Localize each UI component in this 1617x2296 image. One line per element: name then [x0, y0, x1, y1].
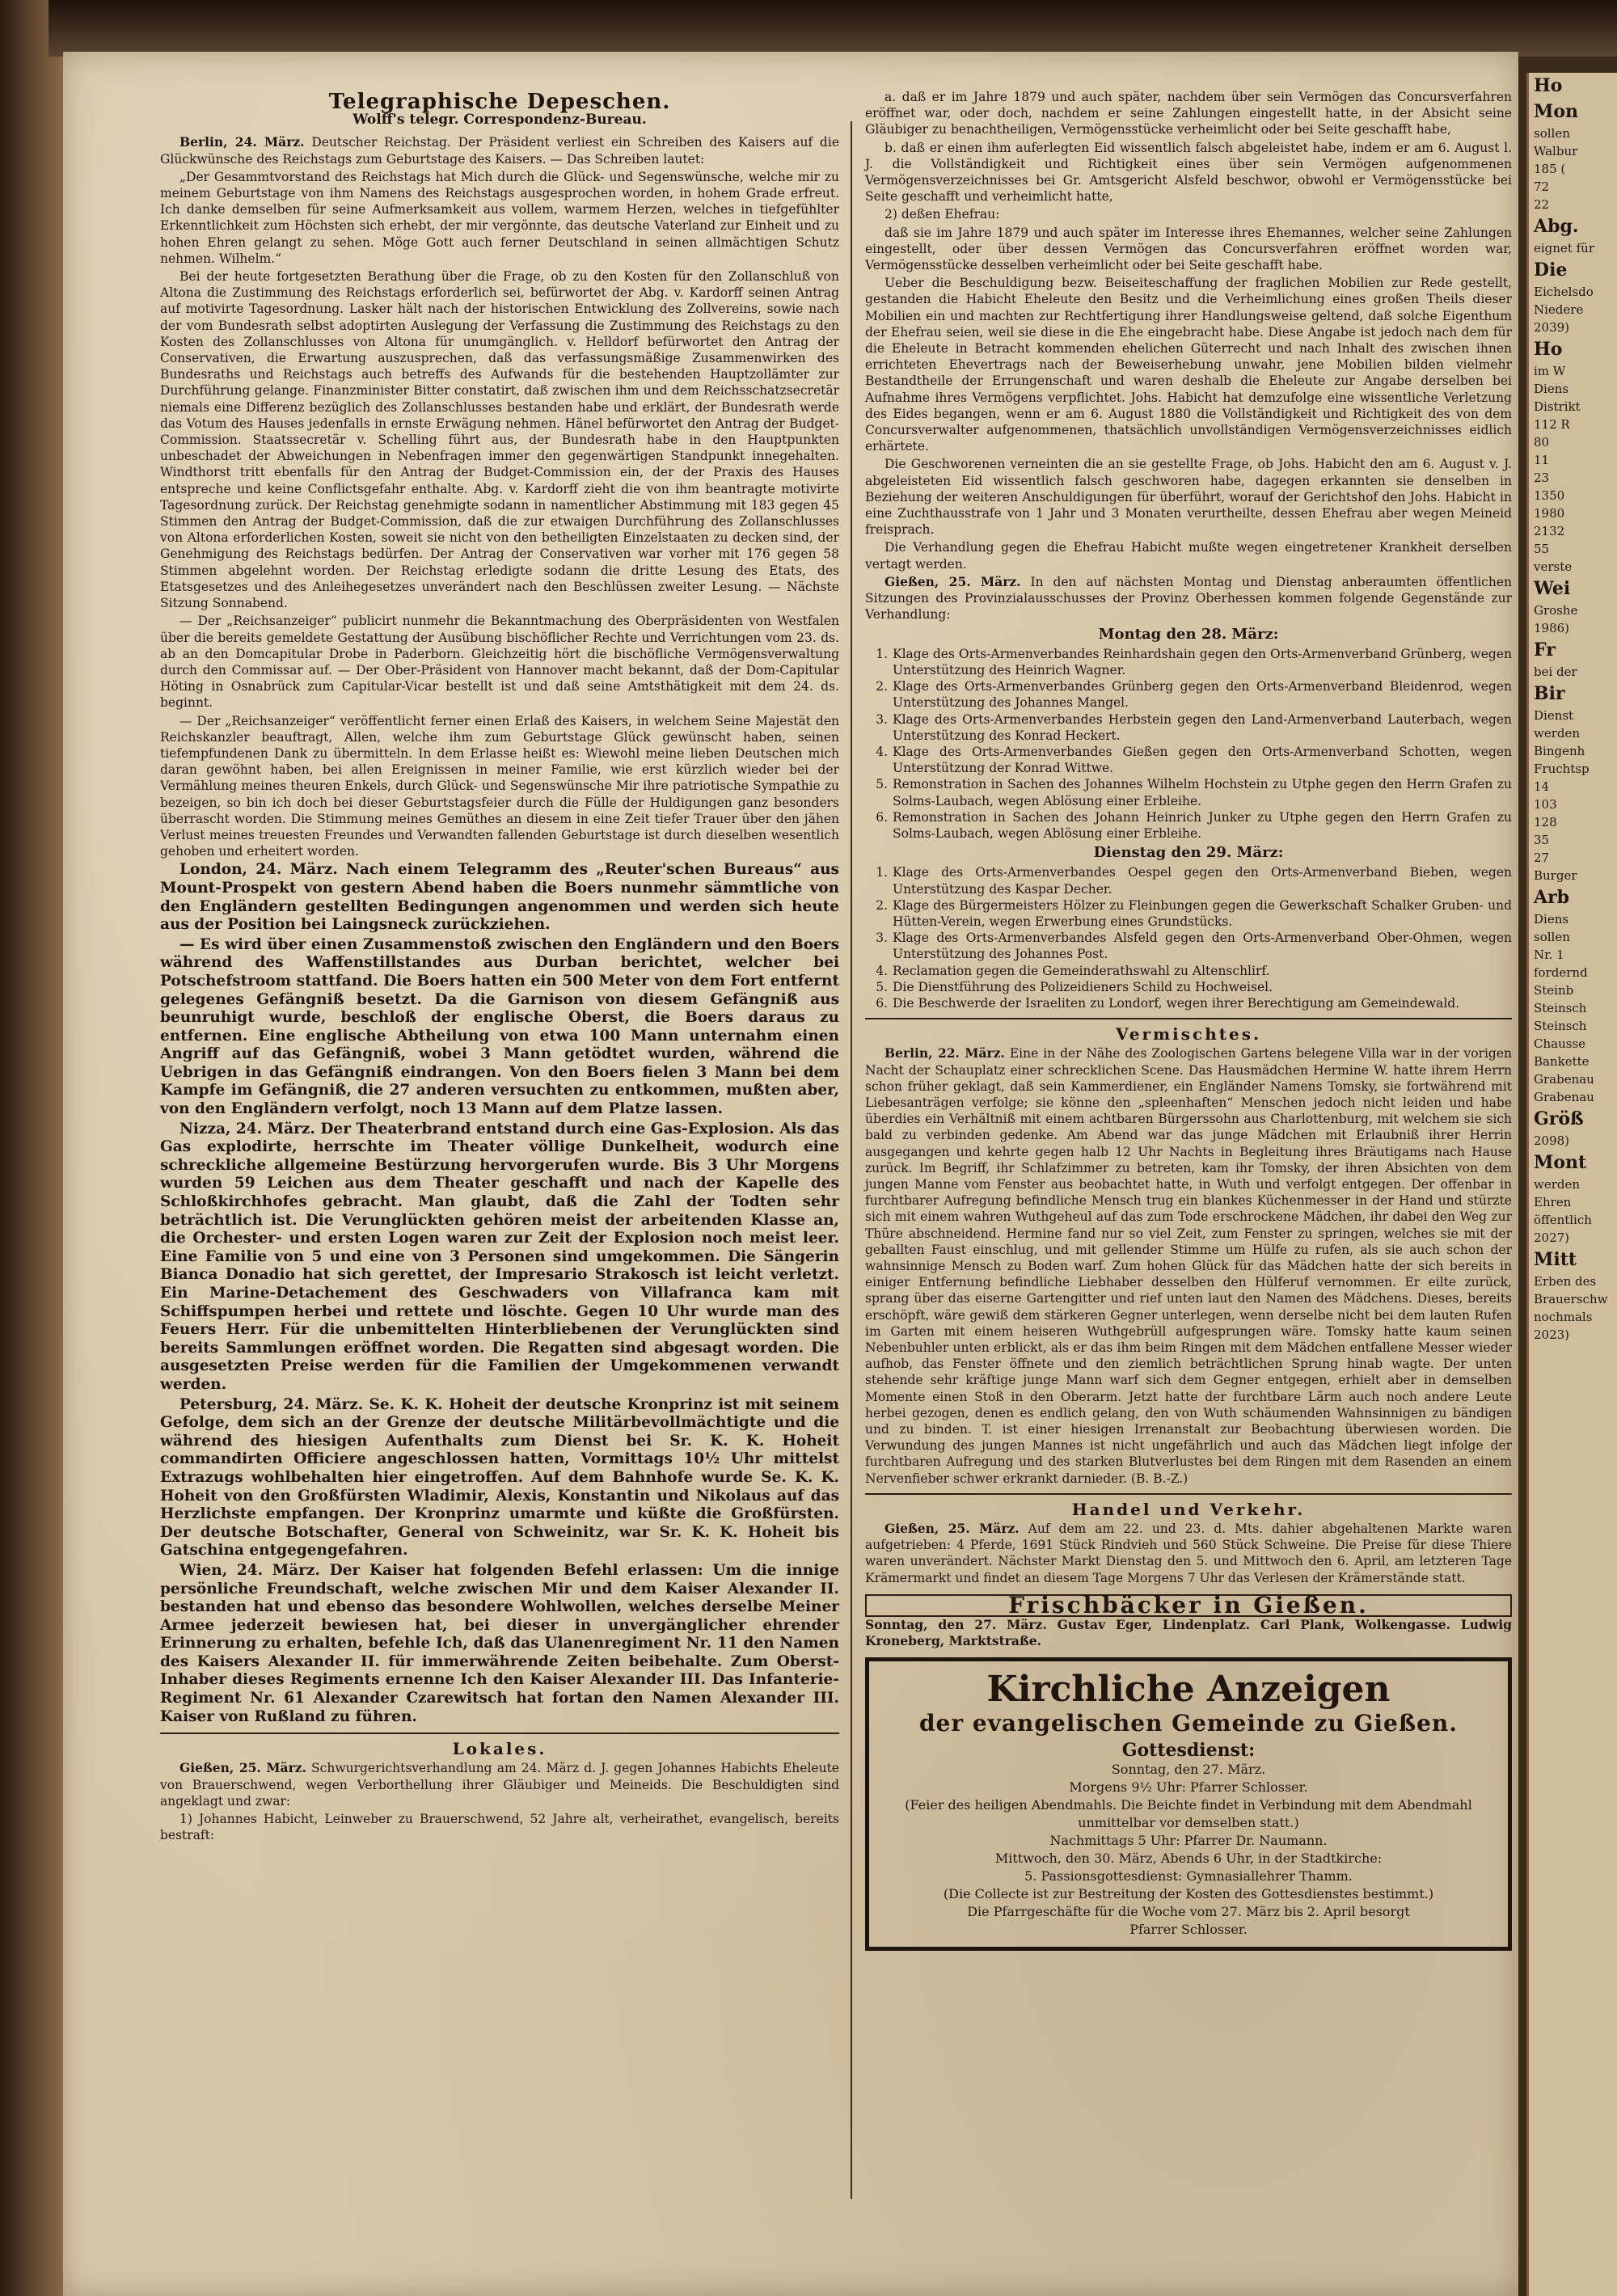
agenda-day-monday: Montag den 28. März:	[1098, 625, 1279, 643]
source-signature: (B. B.-Z.)	[1130, 1471, 1188, 1486]
section-title-lokales: Lokales.	[452, 1739, 547, 1759]
dateline: Gießen, 25. März.	[884, 573, 1021, 589]
agenda-item	[865, 809, 1512, 842]
article-paragraph: 1) Johannes Habicht, Leinweber zu Brauerschwend, 52 Jahre alt, verheirathet, evangelisch, bereits bestraft:	[160, 1812, 839, 1843]
article-paragraph: Die Geschworenen verneinten die an sie gestellte Frage, ob Johs. Habicht den am 6. August v. J. abgeleisteten Eid wissentlich falsch geschworen habe, dagegen erkannten sie denselben in Beziehung der weiteren Anschuldigungen für überführt, worauf der Gerichtshof den Johs. Habicht in eine Zuchthausstrafe von 1 Jahr und 3 Monaten verurtheilte, dessen Ehefrau aber wegen Meineid freisprach.	[865, 457, 1512, 538]
agenda-item-number: 5.	[876, 979, 888, 994]
adjacent-page-fragment: 112 R	[1534, 417, 1570, 432]
agenda-item-number: 6.	[876, 995, 888, 1011]
agenda-item-text: Klage des Orts-Armenverbandes Herbstein gegen den Land-Armenverband Lauterbach, wegen Unterstützung des Konrad Heckert.	[893, 711, 1512, 743]
agenda-item-number: 5.	[876, 777, 888, 792]
adjacent-page-fragment: 14	[1534, 779, 1550, 794]
agenda-item	[865, 979, 1512, 995]
adjacent-page-fragment: fordernd	[1534, 965, 1588, 980]
divider	[160, 1733, 839, 1734]
adjacent-page-fragment: Abg.	[1534, 216, 1579, 237]
agenda-item-number: 4.	[876, 744, 888, 759]
adjacent-page-fragment: Niedere	[1534, 302, 1584, 317]
agenda-item-text: Klage des Bürgermeisters Hölzer zu Fleinbungen gegen die Gewerkschaft Schalker Gruben- und Hütten-Verein, wegen Erwerbung eines Grundstücks.	[893, 897, 1512, 929]
adjacent-page-fragment: 1350	[1534, 488, 1565, 503]
agenda-item-number: 2.	[876, 897, 888, 913]
adjacent-page-fragment: werden	[1534, 1177, 1581, 1192]
adjacent-page-fragment: 23	[1534, 471, 1550, 485]
adjacent-page-strip	[1526, 73, 1617, 2296]
ad-frischbaecker-text: Sonntag, den 27. März. Gustav Eger, Lindenplatz. Carl Plank, Wolkengasse. Ludwig Kroneberg, Marktstraße.	[865, 1617, 1512, 1649]
right-column	[865, 89, 1512, 1951]
article-provinzialausschuss: Gießen, 25. März. In den auf nächsten Montag und Dienstag anberaumten öffentlichen Sitzungen des Provinzialausschusses der Provinz Oberhessen kommen folgende Gegenstände zur Verhandlung:	[865, 573, 1512, 623]
article-giessen: Gießen, 25. März. Schwurgerichtsverhandlung am 24. März d. J. gegen Johannes Habichts Eheleute von Brauerschwend, wegen Verborthellung ihrer Gläubiger und Meineids. Die Beschuldigten sind angeklagt und zwar:	[160, 1760, 839, 1809]
adjacent-page-fragment: Diens	[1534, 382, 1569, 396]
adjacent-page-fragment: Erben des	[1534, 1274, 1597, 1289]
agenda-item-number: 2.	[876, 679, 888, 694]
agenda-item-text: Die Beschwerde der Israeliten zu Londorf, wegen ihrer Berechtigung am Gemeindewald.	[893, 995, 1460, 1011]
dateline: Berlin, 24. März.	[179, 134, 305, 150]
adjacent-page-fragment: Chausse	[1534, 1036, 1586, 1051]
church-notice-line: Sonntag, den 27. März.	[1111, 1761, 1266, 1777]
column-rule	[851, 121, 852, 2199]
adjacent-page-fragment: Mont	[1534, 1152, 1587, 1173]
adjacent-page-fragment: verste	[1534, 559, 1573, 574]
divider	[865, 1018, 1512, 1019]
article-paragraph: daß sie im Jahre 1879 und auch später im Interesse ihres Ehemannes, welcher seine Zahlungen eingestellt, oder über dessen Vermögen das Concursverfahren eröffnet worden war, Vermögensstücke desselben verheimlicht oder bei Seite geschafft habe.	[865, 225, 1512, 273]
agenda-item	[865, 744, 1512, 776]
adjacent-page-fragment: 27	[1534, 850, 1550, 865]
dateline: Nizza, 24. März.	[179, 1120, 315, 1137]
adjacent-page-fragment: Nr. 1	[1534, 948, 1564, 962]
section-title-handel: Handel und Verkehr.	[1071, 1499, 1306, 1519]
agenda-item	[865, 963, 1512, 979]
section-title-telegraphische: Telegraphische Depeschen.	[328, 90, 671, 114]
agenda-item	[865, 995, 1512, 1011]
article-wien: Wien, 24. März. Der Kaiser hat folgenden Befehl erlassen: Um die innige persönliche Freundschaft, welche zwischen Mir und dem Kaiser Alexander II. bestanden hat und ebenso das besondere Wohlwollen, welches derselbe Meiner Armee jederzeit bewiesen hat, bei dieser in unvergänglicher ehrender Erinnerung zu erhalten, befehle Ich, daß das Ulanenregiment Nr. 11 den Namen des Kaisers Alexander II. für immerwährende Zeiten beibehalte. Zum Oberst-Inhaber dieses Regiments ernenne Ich den Kaiser Alexander III. Das Infanterie-Regiment Nr. 61 Alexander Czarewitsch hat fortan den Namen Alexander III. Kaiser von Rußland zu führen.	[160, 1561, 839, 1725]
agenda-item-text: Remonstration in Sachen des Johann Heinrich Junker zu Utphe gegen den Herrn Grafen zu Solms-Laubach, wegen Ablösung einer Erbleihe.	[893, 809, 1512, 841]
adjacent-page-fragment: eignet für	[1534, 241, 1594, 255]
article-nizza: Nizza, 24. März. Der Theaterbrand entstand durch eine Gas-Explosion. Als das Gas explodirte, herrschte im Theater völlige Dunkelheit, wodurch eine schreckliche allgemeine Bestürzung hervorgerufen wurde. Bis 3 Uhr Morgens wurden 59 Leichen aus dem Theater geschafft und nach der Kapelle des Schloßkirchhofes gebracht. Man glaubt, daß die Zahl der Todten sehr beträchtlich ist. Die Verunglückten gehören meist der arbeitenden Klasse an, die Orchester- und ersten Logen waren zur Zeit der Explosion noch meist leer. Eine Familie von 5 und eine von 3 Personen sind umgekommen. Die Sängerin Bianca Donadio hat sich gerettet, der Impresario Strakosch ist leicht verletzt. Ein Marine-Detachement des Geschwaders von Villafranca kam mit Schiffspumpen herbei und rettete und löschte. Gegen 10 Uhr wurde man des Feuers Herr. Für die unbemittelten Hinterbliebenen der Verunglückten sind bereits Sammlungen eröffnet worden. Die Regatten sind abgesagt worden. Die ausgesetzten Preise werden für die Familien der Umgekommenen verwandt werden.	[160, 1120, 839, 1393]
article-petersburg: Petersburg, 24. März. Se. K. K. Hoheit der deutsche Kronprinz ist mit seinem Gefolge, dem sich an der Grenze der deutsche Militärbevollmächtigte und die während des hiesigen Aufenthalts zum Dienst bei Sr. K. K. Hoheit commandirten Officiere angeschlossen hatten, Vormittags 10½ Uhr mittelst Extrazugs wohlbehalten hier eingetroffen. Auf dem Bahnhofe wurde Se. K. K. Hoheit von den Großfürsten Wladimir, Alexis, Konstantin und Nikolaus auf das Herzlichste empfangen. Der Kronprinz umarmte und küßte die Großfürsten. Der deutsche Botschafter, General von Schweinitz, war Sr. K. K. Hoheit bis Gatschina entgegengefahren.	[160, 1395, 840, 1560]
agenda-item-text: Klage des Orts-Armenverbandes Grünberg gegen den Orts-Armenverband Bleidenrod, wegen Unterstützung des Johannes Mangel.	[893, 679, 1512, 711]
agenda-item-text: Reclamation gegen die Gemeinderathswahl zu Altenschlirf.	[893, 963, 1270, 978]
adjacent-page-fragment: Fr	[1534, 639, 1556, 661]
agenda-item-text: Klage des Orts-Armenverbandes Gießen gegen den Orts-Armenverband Schotten, wegen Unterstützung der Konrad Wittwe.	[893, 744, 1512, 776]
adjacent-page-fragment: Eichelsdo	[1534, 285, 1594, 299]
article-berlin: Berlin, 24. März. Deutscher Reichstag. Der Präsident verliest ein Schreiben des Kaisers auf die Glückwünsche des Reichstags zum Geburtstage des Kaisers. — Das Schreiben lautet:	[160, 134, 839, 167]
adjacent-page-fragment: sollen	[1534, 930, 1570, 944]
adjacent-page-fragment: Bingenh	[1534, 744, 1585, 758]
dateline: Berlin, 22. März.	[884, 1045, 1005, 1061]
adjacent-page-fragment: Größ	[1534, 1108, 1584, 1129]
dateline: London, 24. März.	[179, 861, 338, 879]
agenda-item	[865, 930, 1512, 962]
article-paragraph: Bei der heute fortgesetzten Berathung über die Frage, ob zu den Kosten für den Zollanschluß von Altona die Zustimmung des Reichstags erforderlich sei, befürwortet der Abg. v. Kardorff seinen Antrag auf motivirte Tagesordnung. Lasker hält nach der historischen Entwicklung des Zollvereins, sowie nach der vom Bundesrath selbst adoptirten Auslegung der Verfassung die Zustimmung des Reichstags zu den Kosten des Zollanschlusses von Altona für unumgänglich. v. Helldorf befürwortet den Antrag der Conservativen, die Erwartung auszusprechen, daß das verfassungsmäßige Zusammenwirken des Bundesraths und Reichstags auch betreffs des Aufwands für die bestehenden Hauptzollämter zur Durchführung gelange. Finanzminister Bitter constatirt, daß zwischen ihm und dem Reichsschatzsecretär niemals eine Differenz bezüglich des Zollanschlusses bestanden habe und erklärt, der Bundesrath werde das Votum des Hauses jedenfalls in ernste Erwägung nehmen. Hänel befürwortet den Antrag der Budget-Commission. Staatssecretär v. Schelling führt aus, der Bundesrath habe in den Hauptpunkten unbeschadet der Abweichungen in Nebenfragen immer den gegenwärtigen Standpunkt innegehalten. Windthorst tritt ebenfalls für den Antrag der Budget-Commission ein, der der Praxis des Hauses entspreche und keine Conflictsgefahr enthalte. Abg. v. Kardorff zieht die von ihm beantragte motivirte Tagesordnung zurück. Der Reichstag genehmigte sodann in namentlicher Abstimmung mit 183 gegen 45 Stimmen den Antrag der Budget-Commission, daß die zur etwaigen Durchführung des Zollanschlusses von Altona erforderlichen Kosten, soweit sie nicht von den betheiligten Einzelstaaten zu decken sind, der Genehmigung des Reichstags bedürfen. Der Antrag der Conservativen war vorher mit 176 gegen 58 Stimmen abgelehnt worden. Der Reichstag erledigte sodann die dritte Lesung des Etats, des Etatsgesetzes und des Anleihegesetzes unverändert nach den Beschlüssen zweiter Lesung. — Nächste Sitzung Sonnabend.	[160, 269, 839, 611]
adjacent-page-fragment: Fruchtsp	[1534, 762, 1590, 776]
article-paragraph: b. daß er einen ihm auferlegten Eid wissentlich falsch abgeleistet habe, indem er am 6. August l. J. die Vollständigkeit und Richtigkeit eines über sein Vermögen aufgenommenen Vermögensverzeichnisses bei Gr. Amtsgericht Alsfeld beschwor, obwohl er Vermögensstücke bei Seite geschafft und verheimlicht hatte,	[865, 140, 1512, 205]
adjacent-page-fragment: Diens	[1534, 912, 1569, 926]
section-title-vermischtes: Vermischtes.	[1116, 1024, 1261, 1045]
adjacent-page-fragment: Steinsch	[1534, 1001, 1587, 1015]
adjacent-page-fragment: Burger	[1534, 868, 1577, 883]
agenda-item-number: 3.	[876, 931, 888, 946]
agenda-item-text: Klage des Orts-Armenverbandes Alsfeld gegen den Orts-Armenverband Ober-Ohmen, wegen Unterstützung des Johannes Post.	[893, 931, 1512, 962]
agenda-item-number: 6.	[876, 809, 888, 825]
adjacent-page-fragment: 55	[1534, 542, 1550, 556]
agenda-item	[865, 897, 1512, 930]
adjacent-page-fragment: sollen	[1534, 126, 1570, 141]
adjacent-page-fragment: Bankette	[1534, 1054, 1590, 1069]
adjacent-page-fragment: 1980	[1534, 506, 1565, 521]
adjacent-page-fragment: Walbur	[1534, 144, 1578, 158]
agenda-item	[865, 864, 1512, 897]
agenda-item-number: 3.	[876, 711, 888, 727]
article-paragraph: 2) deßen Ehefrau:	[884, 207, 1000, 222]
left-column	[160, 89, 839, 1845]
adjacent-page-fragment: Brauerschw	[1534, 1292, 1608, 1306]
article-paragraph: — Es wird über einen Zusammenstoß zwischen den Engländern und den Boers während des Waffenstillstandes aus Durban berichtet, welcher bei Potschefstroom stattfand. Die Boers hatten ein 500 Meter von dem Fort entfernt gelegenes Gefängniß besetzt. Da die Garnison von diesem Gefängniß aus beunruhigt wurde, beschloß der englische Oberst, die Boers daraus zu entfernen. Eine englische Abtheilung von etwa 100 Mann unternahm einen Angriff auf das Gefängniß, wobei 3 Mann getödtet wurden, während die Uebrigen in das Gefängniß eindrangen. Von den Boers fielen 3 Mann bei dem Kampfe im Gefängniß, die 27 anderen versuchten zu entkommen, mußten aber, von den Engländern verfolgt, noch 13 Mann auf dem Platze lassen.	[160, 935, 839, 1118]
book-spine	[0, 0, 65, 2296]
adjacent-page-fragment: Wei	[1534, 578, 1571, 599]
adjacent-page-fragment: 103	[1534, 797, 1557, 812]
divider	[865, 1493, 1512, 1495]
agenda-list-monday	[865, 646, 1512, 842]
church-notice-line: Die Pfarrgeschäfte für die Woche vom 27. März bis 2. April besorgt	[967, 1903, 1410, 1919]
article-paragraph: „Der Gesammtvorstand des Reichstags hat Mich durch die Glück- und Segenswünsche, welche mir zu meinem Geburtstage von ihm Namens des Reichstags ausgesprochen worden, in hohem Grade erfreut. Ich danke demselben für seine Aufmerksamkeit aus vollem, warmem Herzen, welches in tiefgefühlter Erkenntlichkeit zum Höchsten sich erhebt, der mir vergönnte, das deutsche Vaterland zur Einheit und zu hohen Ehren gelangt zu sehen. Möge Gott auch ferner Deutschland in seinen allmächtigen Schutz nehmen. Wilhelm.“	[160, 169, 839, 266]
adjacent-page-fragment: Steinb	[1534, 983, 1574, 998]
article-paragraph: Ueber die Beschuldigung bezw. Beiseiteschaffung der fraglichen Mobilien zur Rede gestellt, gestanden die Habicht Eheleute den Besitz und die Verheimlichung eines großen Theils dieser Mobilien ein und machten zur Rechtfertigung ihrer Handlungsweise geltend, daß solche Eigenthum der Ehefrau seien, weil sie diese in die Ehe eingebracht habe. Diese Angabe ist jedoch nach dem für die Eheleute in Betracht kommenden ehelichen Güterrecht und nach Inhalt des zwischen ihnen errichteten Ehevertrags nach der Beweiserhebung unwahr, jene Mobilien bilden vielmehr Bestandtheile der Errungenschaft und waren deshalb die Eheleute zur Angabe derselben bei Aufnahme ihres Vermögens verpflichtet. Johs. Habicht hat demzufolge eine wissentliche Verletzung des Eides begangen, wenn er am 6. August 1880 die Vollständigkeit und Richtigkeit des von dem Concursverwalter aufgenommenen, thatsächlich unvollständigen Vermögensverzeichnisses eidlich erhärtete.	[865, 276, 1512, 454]
church-notice-line: Pfarrer Schlosser.	[1129, 1921, 1248, 1937]
agenda-item-text: Remonstration in Sachen des Johannes Wilhelm Hochstein zu Utphe gegen den Herrn Grafen zu Solms-Laubach, wegen Ablösung einer Erbleihe.	[893, 777, 1512, 808]
church-notice-title: Kirchliche Anzeigen	[986, 1669, 1391, 1711]
agenda-list-tuesday	[865, 864, 1512, 1011]
adjacent-page-fragment: Groshe	[1534, 603, 1578, 618]
adjacent-page-fragment: bei der	[1534, 665, 1577, 679]
adjacent-page-fragment: Grabenau	[1534, 1090, 1594, 1104]
adjacent-page-fragment: Die	[1534, 260, 1568, 281]
dateline: Petersburg, 24. März.	[179, 1395, 364, 1413]
agenda-item-number: 1.	[876, 865, 888, 880]
article-handel: Gießen, 25. März. Auf dem am 22. und 23. d. Mts. dahier abgehaltenen Markte waren aufgetrieben: 4 Pferde, 1691 Stück Rindvieh und 560 Stück Schweine. Die Preise für diese Thiere waren unverändert. Nächster Markt Dienstag den 5. und Mittwoch den 6. April, am letzteren Tage Krämermarkt und findet an diesem Tage Morgens 7 Uhr das Verlesen der Krämerstände statt.	[865, 1521, 1512, 1585]
church-notice-heading: Gottesdienst:	[1121, 1740, 1256, 1762]
adjacent-page-fragment: im W	[1534, 364, 1566, 378]
church-notice-line: Nachmittags 5 Uhr: Pfarrer Dr. Naumann.	[1049, 1832, 1328, 1848]
adjacent-page-fragment: werden	[1534, 726, 1581, 741]
agenda-item	[865, 678, 1512, 711]
adjacent-page-fragment: 72	[1534, 179, 1550, 194]
agenda-day-tuesday: Dienstag den 29. März:	[1093, 844, 1284, 862]
adjacent-page-fragment: 2027)	[1534, 1230, 1570, 1245]
church-notice-line: 5. Passionsgottesdienst: Gymnasiallehrer Thamm.	[1024, 1868, 1353, 1884]
book-top-edge	[49, 0, 1617, 57]
adjacent-page-fragment: Dienst	[1534, 708, 1574, 723]
adjacent-page-fragment: 22	[1534, 197, 1550, 212]
adjacent-page-fragment: 128	[1534, 815, 1557, 829]
adjacent-page-fragment: 2039)	[1534, 320, 1570, 335]
adjacent-page-fragment: 35	[1534, 833, 1550, 847]
agenda-item-text: Die Dienstführung des Polizeidieners Schild zu Hochweisel.	[893, 979, 1273, 994]
dateline: Wien, 24. März.	[179, 1561, 320, 1579]
article-paragraph: Die Verhandlung gegen die Ehefrau Habicht mußte wegen eingetretener Krankheit derselben vertagt werden.	[865, 540, 1512, 572]
section-subtitle-wolff: Wolff's telegr. Correspondenz-Bureau.	[353, 112, 647, 129]
adjacent-page-fragment: 2023)	[1534, 1327, 1570, 1342]
agenda-item	[865, 646, 1512, 678]
ad-title-frischbaecker: Frischbäcker in Gießen.	[865, 1594, 1512, 1617]
agenda-item-text: Klage des Orts-Armenverbandes Oespel gegen den Orts-Armenverband Bieben, wegen Unterstützung des Kaspar Decher.	[893, 865, 1512, 897]
article-vermischtes: Berlin, 22. März. Eine in der Nähe des Zoologischen Gartens belegene Villa war in der vorigen Nacht der Schauplatz einer schrecklichen Scene. Das Hausmädchen Hermine W. hatte ihrem Herrn schon früher geklagt, daß sein Kammerdiener, ein Engländer Namens Tomsky, sie fortwährend mit Liebesanträgen verfolge; sie könne den „spleenhaften“ Menschen jedoch nicht leiden und habe überdies ein Verhältniß mit einem achtbaren Bürgerssohn aus Charlottenburg, mit welchem sie sich bald zu verbinden gedenke. Am Abend war das junge Mädchen mit Erlaubniß ihrer Herrin ausgegangen und kehrte gegen halb 12 Uhr Nachts in Begleitung ihres Bräutigams nach Hause zurück. Im Begriff, ihr Schlafzimmer zu betreten, kam ihr Tomsky, der ihren Absichten von dem jungen Manne vom Fenster aus beobachtet hatte, in Wuth und verfolgt entgegen. Der offenbar in furchtbarer Aufregung befindliche Mensch trug ein blankes Küchenmesser in der Hand und stürzte sich mit einem wahren Wuthgeheul auf das zum Tode erschrockene Mädchen, ihr dabei den Weg zur Thüre abschneidend. Hermine fand nur so viel Zeit, zum Fenster zu springen, welches sie mit der geballten Faust einschlug, und mit gellender Stimme um Hülfe zu rufen, als sie auch schon der wahnsinnige Mensch zu Boden warf. Zum hohen Glück für das Mädchen hatte der sich bereits in einiger Entfernung befindliche Liebhaber desselben den Hülferuf vernommen. Er eilte zurück, sprang über das eiserne Gartengitter und rief unten laut den Namen des Mädchens. Dieses, bereits erschöpft, wäre gewiß dem stärkeren Gegner unterlegen, wenn derselbe nicht bei dem lauten Rufen im Garten mit einem heiseren Wuthgebrüll aufgesprungen wäre. Tomsky hatte kaum seinen Nebenbuhler unten erblickt, als er das ihm beim Ringen mit dem Mädchen entfallene Messer wieder aufhob, das Fenster öffnete und den ziemlich beträchtlichen Sprung hinab wagte. Der unten stehende sehr kräftige junge Mann warf sich dem Gegner entgegen, erhielt aber in demselben Momente einen Stoß in den Oberarm. Jetzt hatte der furchtbare Lärm auch noch andere Leute herbei gezogen, denen es endlich gelang, den von Wuth schäumenden Wahnsinnigen zu bändigen und zu binden. T. ist einer hiesigen Irrenanstalt zur Beobachtung überwiesen worden. Die Verwundung des jungen Mannes ist nicht ungefährlich und auch das Mädchen liegt infolge der furchtbaren Aufregung und des starken Blutverlustes bei dem Ringen mit dem Rasenden an einem Nervenfieber schwer erkrankt darnieder. (B. B.-Z.)	[865, 1045, 1512, 1486]
adjacent-page-fragment: 2098)	[1534, 1133, 1570, 1148]
adjacent-page-fragment: Steinsch	[1534, 1019, 1587, 1033]
adjacent-page-fragment: öffentlich	[1534, 1213, 1592, 1227]
agenda-item-text: Klage des Orts-Armenverbandes Reinhardshain gegen den Orts-Armenverband Grünberg, wegen Unterstützung des Heinrich Wagner.	[893, 646, 1512, 677]
adjacent-page-fragment: Mitt	[1534, 1249, 1577, 1270]
adjacent-page-fragment: Ho	[1534, 75, 1563, 96]
agenda-item	[865, 711, 1512, 744]
adjacent-page-fragment: Arb	[1534, 887, 1570, 908]
article-paragraph: — Der „Reichsanzeiger“ veröffentlicht ferner einen Erlaß des Kaisers, in welchem Seine Majestät den Reichskanzler beauftragt, Allen, welche ihm zum Geburtstage Glück gewünscht haben, seinen tiefempfundenen Dank zu übermitteln. In dem Erlasse heißt es: Wiewohl meine lieben Deutschen mich daran gewöhnt haben, bei allen Ereignissen in meiner Familie, wie erst kürzlich wieder bei der Vermählung meines theuren Enkels, durch Glück- und Segenswünsche Mir ihre patriotische Sympathie zu bezeigen, so bin ich doch bei dieser Geburtstagsfeier durch die Fülle der Huldigungen ganz besonders überrascht worden. Die Stimmung meines Gemüthes an diesem in eine Zeit tiefer Trauer über den jähen Verlust meines treuesten Freundes und Verwandten fallenden Geburtstage ist durch dieselben wesentlich gehoben und erheitert worden.	[160, 713, 839, 859]
adjacent-page-fragment: Ehren	[1534, 1195, 1572, 1209]
church-notice-line: (Die Collecte ist zur Bestreitung der Kosten des Gottesdienstes bestimmt.)	[943, 1885, 1434, 1901]
agenda-item-number: 4.	[876, 963, 888, 978]
article-paragraph: a. daß er im Jahre 1879 und auch später, nachdem über sein Vermögen das Concursverfahren eröffnet war, oder doch, nachdem er seine Zahlungen eingestellt hatte, in der Absicht seine Gläubiger zu benachtheiligen, Vermögensstücke verheimlicht oder bei Seite geschafft habe,	[865, 90, 1512, 137]
article-paragraph: — Der „Reichsanzeiger“ publicirt nunmehr die Bekanntmachung des Oberpräsidenten von Westfalen über die bereits gemeldete Gestattung der Ausübung bischöflicher Rechte und Verrichtungen vom 23. ds. ab an den Domcapitular Drobe in Paderborn. Gleichzeitig hört die bischöfliche Vermögensverwaltung durch den Commissar auf. — Der Ober-Präsident von Hannover macht bekannt, daß der Dom-Capitular Höting in Osnabrück zum Capitular-Vicar bestellt ist und daß seine Amtsthätigkeit mit dem 24. ds. beginnt.	[160, 614, 839, 711]
adjacent-page-fragment: 185 (	[1534, 162, 1566, 176]
church-notice-box	[865, 1657, 1512, 1950]
dateline: Gießen, 25. März.	[179, 1760, 306, 1776]
adjacent-page-fragment: 1986)	[1534, 621, 1570, 635]
adjacent-page-fragment: Bir	[1534, 683, 1565, 704]
adjacent-page-fragment: nochmals	[1534, 1310, 1593, 1324]
agenda-item	[865, 776, 1512, 808]
adjacent-page-fragment: Grabenau	[1534, 1072, 1594, 1087]
article-london: London, 24. März. Nach einem Telegramm des „Reuter'schen Bureaus“ aus Mount-Prospekt von gestern Abend haben die Boers nunmehr sämmtliche von den Engländern gestellten Bedingungen angenommen und werden sich heute aus der Position bei Laingsneck zurückziehen.	[160, 861, 839, 934]
dateline: Gießen, 25. März.	[884, 1521, 1020, 1537]
adjacent-page-fragment: 80	[1534, 435, 1550, 449]
adjacent-page-fragment: Mon	[1534, 101, 1579, 122]
church-notice-line: (Feier des heiligen Abendmahls. Die Beichte findet in Verbindung mit dem Abendmahl unmittelbar vor demselben statt.)	[905, 1796, 1472, 1830]
adjacent-page-fragment: Distrikt	[1534, 399, 1581, 414]
church-notice-subtitle: der evangelischen Gemeinde zu Gießen.	[918, 1710, 1459, 1737]
church-notice-lines	[880, 1761, 1497, 1939]
church-notice-line: Morgens 9½ Uhr: Pfarrer Schlosser.	[1069, 1779, 1308, 1795]
adjacent-page-fragment: 2132	[1534, 524, 1565, 538]
adjacent-page-fragment: 11	[1534, 453, 1550, 467]
adjacent-page-fragment: Ho	[1534, 339, 1563, 360]
agenda-item-number: 1.	[876, 646, 888, 661]
church-notice-line: Mittwoch, den 30. März, Abends 6 Uhr, in der Stadtkirche:	[994, 1850, 1383, 1866]
